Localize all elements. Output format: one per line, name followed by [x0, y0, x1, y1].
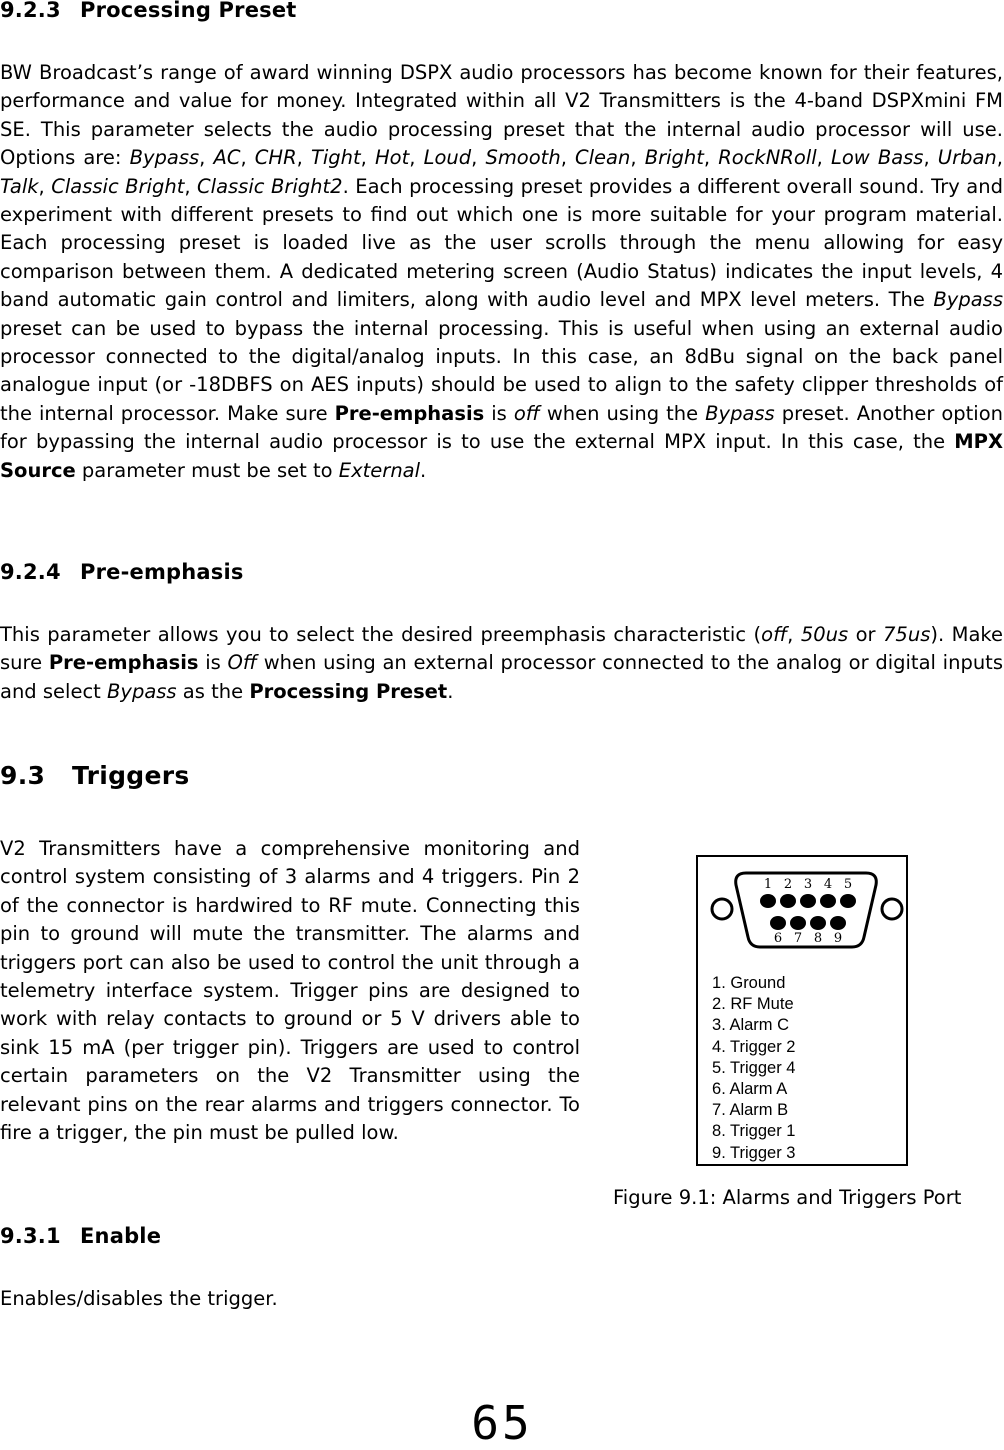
pin-assignment-item	[712, 1121, 795, 1142]
preset-option: Urban	[937, 146, 997, 170]
preset-option: Talk	[0, 174, 39, 198]
pin-dot	[760, 894, 776, 908]
separator: ,	[630, 146, 645, 170]
pin-number-label: 9	[833, 931, 843, 946]
section-number: 9.3.1	[0, 1224, 61, 1248]
preset-option: RockNRoll	[718, 146, 817, 170]
section-number: 9.2.4	[0, 560, 61, 584]
pin-number: 3	[712, 1016, 722, 1035]
off-term: off	[513, 401, 540, 425]
pin-number: 5	[712, 1058, 722, 1077]
pin-dot	[830, 916, 846, 930]
pin-dot	[840, 894, 856, 908]
section-heading-pre-emphasis	[0, 560, 244, 584]
pin-assignment-item	[712, 1079, 795, 1100]
section-title: Triggers	[72, 761, 190, 790]
preset-option: CHR	[254, 146, 297, 170]
triggers-paragraph: V2 Transmitters have a comprehensive monitoring and control system consisting of 3 alarms and 4 triggers. Pin 2 of the connector is hardwired to RF mute. Connecting this pin to ground will mute the transmitter. The alarms and triggers port can also be used to control the unit through a telemetry interface system. Trigger pins are designed to work with relay contacts to ground or 5 V drivers able to sink 15 mA (per trigger pin). Triggers are used to control certain parameters on the V2 Transmitter using the relevant pins on the rear alarms and triggers connector. To fire a trigger, the pin must be pulled low.	[0, 837, 580, 1145]
bottom-pin-numbers	[774, 931, 842, 946]
text-run: parameter must be set to	[75, 458, 339, 482]
section-heading-processing-preset	[0, 0, 297, 22]
pin-dot	[820, 894, 836, 908]
separator: ,	[996, 146, 1003, 170]
pin-number-label: 2	[783, 877, 793, 892]
separator: ,	[560, 146, 576, 170]
pin-label: . Alarm A	[721, 1080, 788, 1099]
alarms-triggers-port-figure	[696, 855, 908, 1166]
separator: ,	[38, 174, 52, 198]
preset-option: Hot	[375, 146, 410, 170]
preset-option: Classic Bright	[51, 174, 185, 198]
pin-assignment-item	[712, 994, 795, 1015]
section-number: 9.2.3	[0, 0, 61, 22]
top-pin-row	[760, 894, 856, 908]
bypass-term: Bypass	[933, 288, 1003, 312]
pin-number-label: 7	[793, 931, 803, 946]
pin-number: 1	[712, 974, 722, 992]
text-run: when using the	[539, 401, 706, 425]
pin-assignment-item	[712, 1100, 795, 1121]
pin-number-label: 6	[773, 931, 783, 946]
preemphasis-term: Pre-emphasis	[334, 401, 485, 425]
pin-number: 8	[712, 1122, 722, 1141]
external-term: External	[338, 458, 421, 482]
bypass-term: Bypass	[705, 401, 775, 425]
section-heading-triggers	[0, 761, 190, 790]
text-run: This parameter allows you to select the desired preemphasis characteristic (	[0, 623, 762, 646]
off-term: off	[761, 623, 788, 646]
text-run: .	[447, 679, 454, 703]
page-number: 65	[471, 1396, 533, 1450]
pin-label: . RF Mute	[721, 995, 794, 1014]
pin-assignment-item	[712, 1037, 795, 1058]
preset-option: Classic Bright2	[197, 174, 343, 198]
separator: ,	[184, 174, 198, 198]
text-run: is	[198, 651, 228, 675]
separator: ,	[703, 146, 719, 170]
pre-emphasis-paragraph	[0, 621, 1003, 706]
mounting-hole-right	[882, 899, 902, 919]
preset-option: Smooth	[485, 146, 561, 170]
pin-number: 6	[712, 1080, 722, 1099]
pin-assignment-list	[712, 973, 795, 1164]
text-run: or	[848, 623, 884, 646]
separator: ,	[240, 146, 255, 170]
pin-number-label: 5	[843, 877, 853, 892]
section-heading-enable	[0, 1224, 161, 1248]
pin-label: . Trigger 2	[721, 1037, 796, 1056]
separator: ,	[409, 146, 424, 170]
pin-label: . Trigger 4	[721, 1058, 796, 1077]
pin-number: 7	[712, 1101, 722, 1120]
figure-caption: Figure 9.1: Alarms and Triggers Port	[613, 1186, 962, 1209]
processing-preset-paragraph	[0, 59, 1003, 485]
pin-label: . Trigger 1	[721, 1122, 796, 1141]
pin-label: . Alarm B	[721, 1101, 789, 1120]
text-run: ,	[787, 623, 801, 646]
section-title: Processing Preset	[80, 0, 297, 22]
separator: ,	[471, 146, 486, 170]
50us-term: 50us	[800, 623, 849, 646]
pin-label: . Ground	[721, 974, 786, 992]
db9-connector-diagram	[698, 857, 906, 967]
pin-label: . Alarm C	[721, 1016, 790, 1035]
text-run: BW Broadcast’s range of award winning DSPX audio processors has become known for their features, performance and value for money. Integrated within all V2 Transmitters is the 4-band DSPXmini FM SE. This parameter selects the audio processing preset that the internal audio processor will use. Options are:	[0, 61, 1003, 170]
preset-option: Clean	[575, 146, 631, 170]
pin-number-label: 8	[813, 931, 823, 946]
separator: ,	[923, 146, 938, 170]
preset-option: Loud	[423, 146, 472, 170]
processing-preset-term: Processing Preset	[249, 679, 448, 703]
text-run: when using an external processor connected to the analog or digital inputs and select	[0, 651, 1003, 703]
top-pin-numbers	[764, 877, 852, 892]
pin-number: 4	[712, 1037, 722, 1056]
separator: ,	[816, 146, 831, 170]
separator: ,	[199, 146, 214, 170]
pin-dot	[800, 894, 816, 908]
separator: ,	[296, 146, 311, 170]
text-run: is	[484, 401, 514, 425]
pin-number: 2	[712, 995, 722, 1014]
preemphasis-term: Pre-emphasis	[48, 651, 199, 675]
pin-dot	[770, 916, 786, 930]
separator: ,	[360, 146, 375, 170]
mpx-source-term: MPX Source	[0, 430, 1003, 482]
pin-dot	[790, 916, 806, 930]
enable-paragraph: Enables/disables the trigger.	[0, 1287, 278, 1310]
text-run: .	[420, 458, 427, 482]
text-run: as the	[176, 679, 250, 703]
section-title: Enable	[80, 1224, 162, 1248]
pin-assignment-item	[712, 1015, 795, 1036]
75us-term: 75us	[883, 623, 931, 646]
pin-assignment-item	[712, 1143, 795, 1164]
pin-number-label: 1	[763, 877, 773, 892]
preset-option: AC	[213, 146, 241, 170]
pin-number: 9	[712, 1143, 722, 1162]
preset-option: Tight	[310, 146, 361, 170]
bottom-pin-row	[770, 916, 846, 930]
pin-label: . Trigger 3	[721, 1143, 796, 1162]
text-run: preset can be used to bypass the internal processing. This is useful when using an external audio processor connected to the digital/analog inputs. In this case, an 8dBu signal on the back panel analogue input (or -18DBFS on AES inputs) should be used to align to the safety clipper thresholds of the internal processor. Make sure	[0, 316, 1003, 425]
off-term: Off	[227, 651, 257, 675]
section-number: 9.3	[0, 761, 46, 790]
pin-dot	[780, 894, 796, 908]
preset-option: Bypass	[129, 146, 200, 170]
text-run: ). Make sure	[0, 623, 1003, 675]
mounting-hole-left	[712, 899, 732, 919]
preset-option: Low Bass	[830, 146, 924, 170]
text-run: . Each processing preset provides a different overall sound. Try and experiment with different presets to find out which one is more suitable for your program material. Each processing preset is loaded live as the user scrolls through the menu allowing for easy comparison between them. A dedicated metering screen (Audio Status) indicates the input levels, 4 band automatic gain control and limiters, along with audio level and MPX level meters. The	[0, 174, 1003, 312]
pin-dot	[810, 916, 826, 930]
pin-assignment-item	[712, 973, 795, 994]
pin-number-label: 4	[823, 877, 833, 892]
pin-assignment-item	[712, 1058, 795, 1079]
bypass-term: Bypass	[107, 679, 177, 703]
pin-number-label: 3	[803, 877, 813, 892]
text-run: preset. Another option for bypassing the internal audio processor is to use the external MPX input. In this case, the	[0, 401, 1003, 454]
preset-option: Bright	[644, 146, 704, 170]
section-title: Pre-emphasis	[80, 560, 244, 584]
